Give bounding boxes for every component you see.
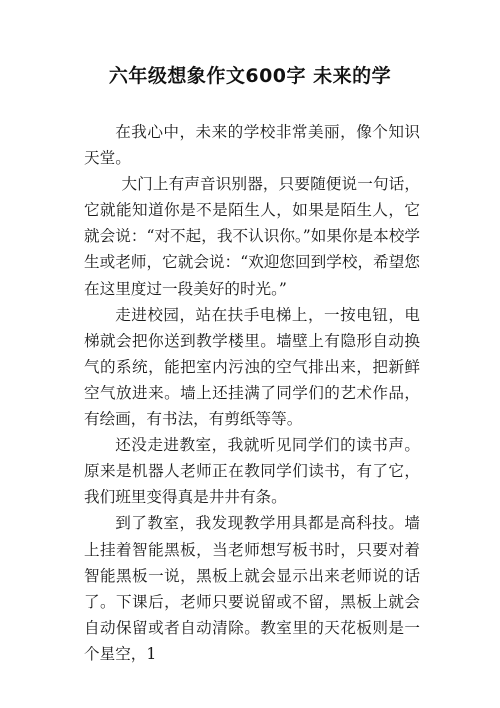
paragraph-1: 在我心中，未来的学校非常美丽，像个知识天堂。	[84, 123, 420, 168]
paragraph-4: 还没走进教室，我就听见同学们的读书声。原来是机器人老师正在教同学们读书，有了它，我们班里变得真是井井有条。	[84, 436, 420, 507]
paragraph-5: 到了教室，我发现教学用具都是高科技。墙上挂着智能黑板，当老师想写板书时，只要对着智能黑板一说，黑板上就会显示出来老师说的话了。下课后，老师只要说留或不留，黑板上就会自动保留或者自动清除。教室里的天花板则是一个星空，1	[84, 514, 420, 663]
paragraph-2: 大门上有声音识别器，只要随便说一句话，它就能知道你是不是陌生人，如果是陌生人，它就会说：“对不起，我不认识你。”如果你是本校学生或老师，它就会说：“欢迎您回到学校，希望您在这里度过一段美好的时光。”	[84, 175, 420, 298]
document-title: 六年级想象作文600字 未来的学	[108, 65, 392, 87]
paragraph-3: 走进校园，站在扶手电梯上，一按电钮，电梯就会把你送到教学楼里。墙壁上有隐形自动换气的系统，能把室内污浊的空气排出来，把新鲜空气放进来。墙上还挂满了同学们的艺术作品，有绘画，有书法，有剪纸等等。	[84, 305, 420, 429]
essay-body	[84, 119, 420, 667]
